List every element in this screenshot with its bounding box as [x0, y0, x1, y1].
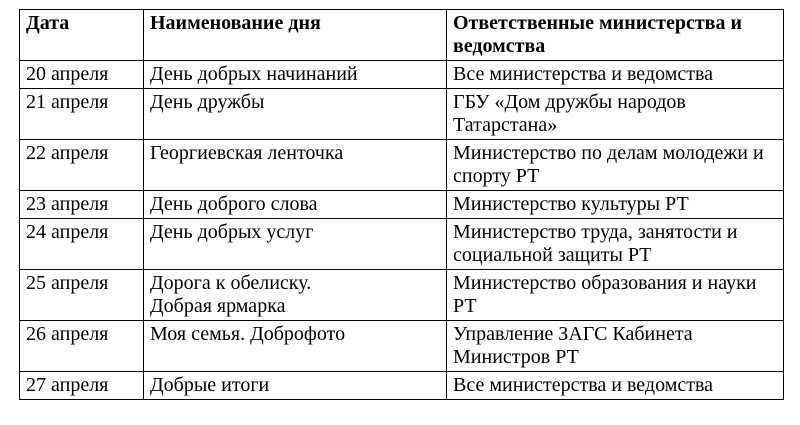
schedule-table	[19, 9, 784, 400]
row-responsible: Министерство культуры РТ	[447, 191, 784, 219]
row-day-name	[144, 89, 447, 140]
row-date: 25 апреля	[20, 270, 144, 321]
row-responsible: Управление ЗАГС Кабинета Министров РТ	[447, 321, 784, 372]
table-row	[20, 89, 784, 140]
table-header-row	[20, 10, 784, 61]
row-date: 22 апреля	[20, 140, 144, 191]
table-row	[20, 372, 784, 400]
header-day-name: Наименование дня	[144, 10, 447, 61]
row-day-name	[144, 191, 447, 219]
row-responsible: Министерство образования и науки РТ	[447, 270, 784, 321]
row-date: 21 апреля	[20, 89, 144, 140]
day-name-line-2: Добрая ярмарка	[150, 295, 286, 317]
row-day-name	[144, 321, 447, 372]
row-date: 23 апреля	[20, 191, 144, 219]
row-day-name	[144, 140, 447, 191]
header-date: Дата	[20, 10, 144, 61]
row-responsible: Министерство по делам молодежи и спорту РТ	[447, 140, 784, 191]
day-name-line: Добрые итоги	[150, 374, 270, 396]
day-name-line: Дорога к обелиску.	[150, 272, 312, 294]
table-row	[20, 191, 784, 219]
table-row	[20, 270, 784, 321]
row-day-name	[144, 219, 447, 270]
day-name-line: День дружбы	[150, 91, 265, 113]
day-name-line: Моя семья. Доброфото	[150, 323, 346, 345]
day-name-line: День добрых начинаний	[150, 63, 358, 85]
table-row	[20, 219, 784, 270]
day-name-line: День доброго слова	[150, 193, 318, 215]
table-row	[20, 321, 784, 372]
row-day-name	[144, 61, 447, 89]
day-name-line: Георгиевская ленточка	[150, 142, 344, 164]
day-name-line: День добрых услуг	[150, 221, 314, 243]
header-responsible: Ответственные министерства и ведомства	[447, 10, 784, 61]
row-responsible: Все министерства и ведомства	[447, 61, 784, 89]
row-responsible: Все министерства и ведомства	[447, 372, 784, 400]
row-day-name	[144, 270, 447, 321]
row-date: 27 апреля	[20, 372, 144, 400]
table-row	[20, 140, 784, 191]
table-row	[20, 61, 784, 89]
row-day-name	[144, 372, 447, 400]
row-date: 24 апреля	[20, 219, 144, 270]
row-responsible: Министерство труда, занятости и социальной защиты РТ	[447, 219, 784, 270]
row-responsible: ГБУ «Дом дружбы народов Татарстана»	[447, 89, 784, 140]
row-date: 26 апреля	[20, 321, 144, 372]
row-date: 20 апреля	[20, 61, 144, 89]
